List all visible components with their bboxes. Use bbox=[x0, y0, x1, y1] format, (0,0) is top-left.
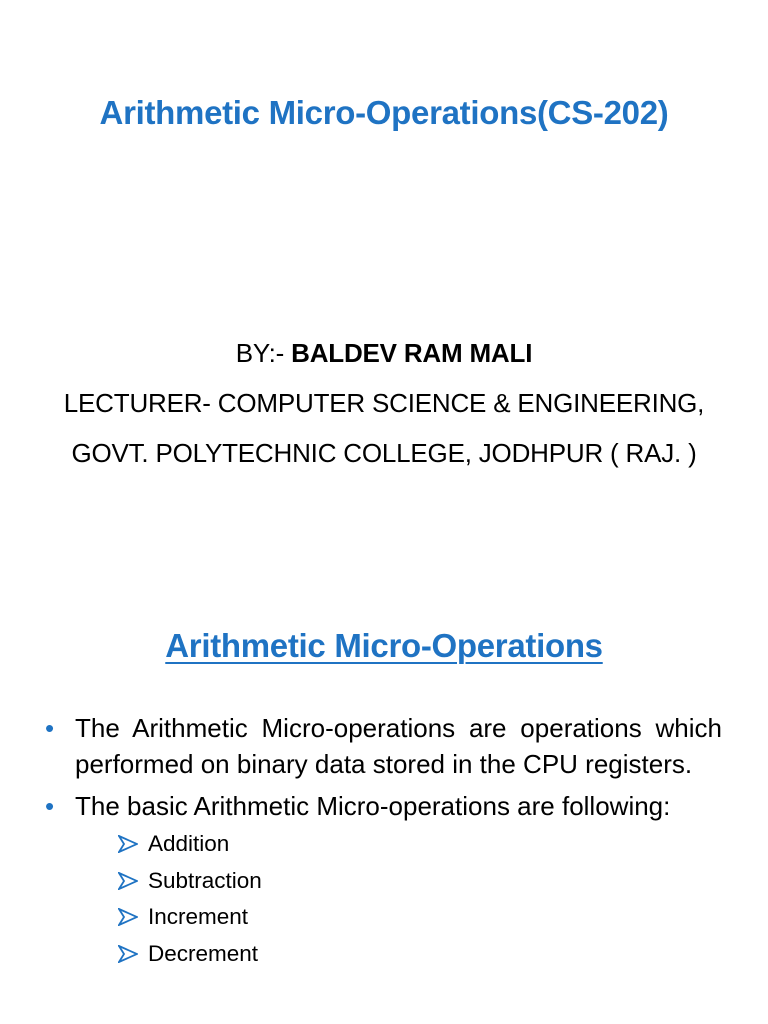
bullet-dot-icon: • bbox=[45, 713, 55, 743]
arrowhead-bullet-icon bbox=[118, 835, 138, 853]
by-prefix: BY:- bbox=[235, 338, 292, 368]
author-line bbox=[0, 328, 768, 378]
sub-item-addition bbox=[118, 826, 722, 863]
section-title bbox=[0, 627, 768, 665]
sub-item-label: Increment bbox=[148, 904, 249, 929]
section-title-text: Arithmetic Micro-Operations bbox=[165, 627, 603, 664]
author-name: BALDEV RAM MALI bbox=[291, 338, 533, 368]
slide-title: Arithmetic Micro-Operations(CS-202) bbox=[99, 94, 669, 131]
institution: GOVT. POLYTECHNIC COLLEGE, JODHPUR ( RAJ. ) bbox=[71, 438, 697, 468]
sub-item-label: Subtraction bbox=[148, 867, 262, 893]
slide-2 bbox=[0, 560, 768, 1024]
bullet-item bbox=[42, 710, 722, 782]
author-block bbox=[0, 328, 768, 478]
sub-item-increment bbox=[118, 899, 722, 936]
arrowhead-bullet-icon bbox=[118, 872, 138, 890]
bullet-text: The basic Arithmetic Micro-operations are following: bbox=[75, 791, 671, 821]
arrowhead-bullet-icon bbox=[118, 945, 138, 963]
sub-item-label: Decrement bbox=[148, 940, 259, 966]
sub-item-subtraction bbox=[118, 863, 722, 900]
bullet-dot-icon: • bbox=[45, 791, 55, 821]
bullet-text: The Arithmetic Micro-operations are operations which performed on binary data stored in the CPU registers. bbox=[75, 713, 722, 779]
arrowhead-bullet-icon bbox=[118, 908, 138, 926]
sub-list bbox=[75, 826, 722, 972]
bullet-list bbox=[42, 710, 722, 978]
designation: LECTURER- COMPUTER SCIENCE & ENGINEERING, bbox=[63, 388, 705, 418]
bullet-item bbox=[42, 788, 722, 972]
sub-item-label: Addition bbox=[148, 831, 230, 856]
sub-item-decrement bbox=[118, 936, 722, 973]
